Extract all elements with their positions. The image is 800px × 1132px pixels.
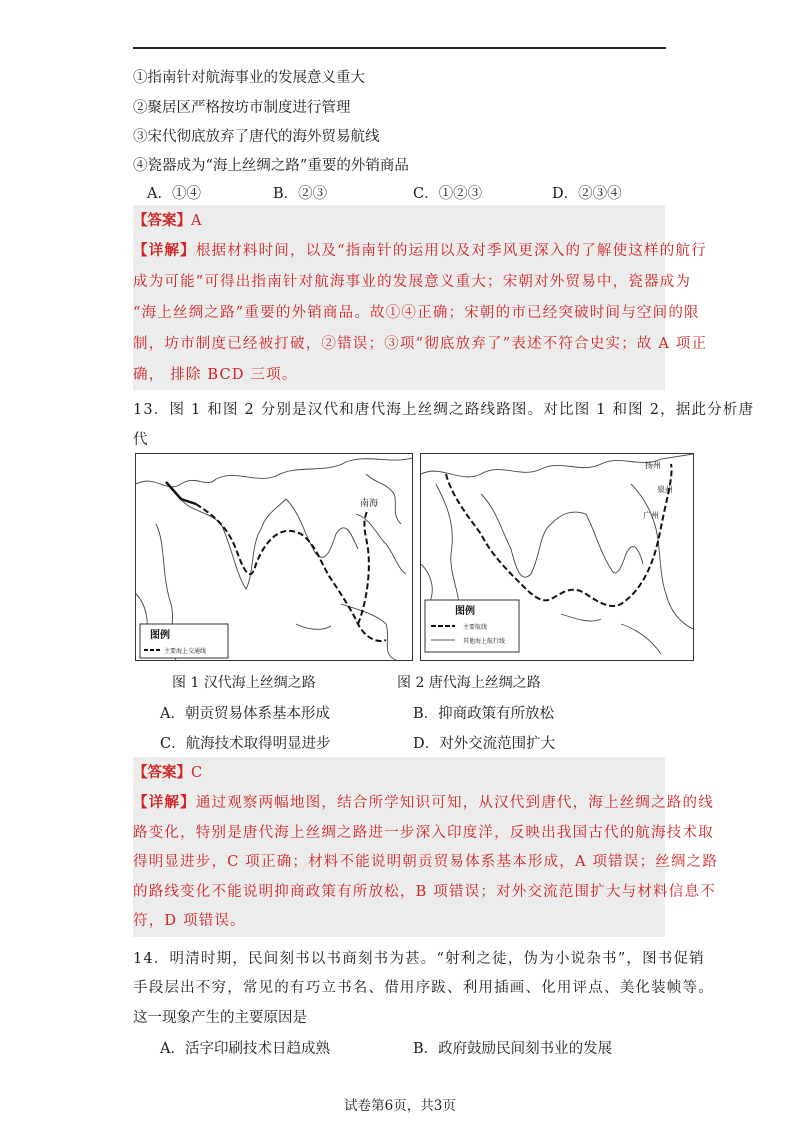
q12-statement-4: ④瓷器成为“海上丝绸之路”重要的外销商品 <box>133 158 409 174</box>
answer-value: C <box>191 765 203 781</box>
map2-caption: 图 2 唐代海上丝绸之路 <box>397 675 541 691</box>
q13-option-b[interactable]: B．抑商政策有所放松 <box>413 706 555 722</box>
detail-text: 根据材料时间，以及“指南针的运用以及对季风更深入的了解使这样的航行 <box>195 243 707 259</box>
q13-detail-line-4: 的路线变化不能说明抑商政策有所放松，B 项错误；对外交流范围扩大与材料信息不 <box>133 884 716 900</box>
map2-legend-item-1: 主要航线 <box>463 624 488 631</box>
q13-option-d[interactable]: D．对外交流范围扩大 <box>413 736 556 752</box>
map-tang-dynasty <box>420 453 694 661</box>
q13-stem-line-2: 代 <box>133 432 148 448</box>
q12-detail-line-1 <box>133 239 707 260</box>
q13-answer-line <box>133 761 202 782</box>
q12-detail-line-5: 确， 排除 BCD 三项。 <box>133 367 298 383</box>
q12-detail-line-2: 成为可能”可得出指南针对航海事业的发展意义重大；宋朝对外贸易中，瓷器成为 <box>133 274 692 290</box>
q12-statement-1: ①指南针对航海事业的发展意义重大 <box>133 70 365 86</box>
q13-detail-line-3: 得明显进步，C 项正确；材料不能说明朝贡贸易体系基本形成，A 项错误；丝绸之路 <box>133 854 719 870</box>
q12-answer-block <box>133 205 708 390</box>
map-han-dynasty <box>135 453 413 661</box>
q12-statement-3: ③宋代彻底放弃了唐代的海外贸易航线 <box>133 129 380 145</box>
q14-stem-line-1: 14．明清时期，民间刻书以书商刻书为甚。“射利之徒，伪为小说杂书”，图书促销 <box>133 951 705 967</box>
q13-detail-line-1 <box>133 791 714 812</box>
answer-tag: 【答案】 <box>133 212 191 229</box>
detail-text: 通过观察两幅地图，结合所学知识可知，从汉代到唐代，海上丝绸之路的线 <box>195 795 714 811</box>
map2-legend-item-2: 其他海上航行线 <box>463 638 506 645</box>
map2-place-quanzhou: 泉州 <box>657 485 673 494</box>
page-footer: 试卷第6页，共3页 <box>344 1098 456 1114</box>
q14-option-b[interactable]: B．政府鼓励民间刻书业的发展 <box>413 1041 613 1057</box>
detail-tag: 【详解】 <box>133 242 196 259</box>
q14-stem-line-3: 这一现象产生的主要原因是 <box>133 1010 307 1026</box>
q12-option-b[interactable]: B．②③ <box>273 186 328 202</box>
detail-tag: 【详解】 <box>133 794 196 811</box>
q13-stem-line-1: 13．图 1 和图 2 分别是汉代和唐代海上丝绸之路线路图。对比图 1 和图 2，据此分析唐 <box>133 402 755 418</box>
q13-detail-line-2: 路变化，特别是唐代海上丝绸之路进一步深入印度洋，反映出我国古代的航海技术取 <box>133 825 714 841</box>
q12-answer-line <box>133 209 201 230</box>
map2-place-guangzhou: 广州 <box>643 511 659 520</box>
map1-legend-title: 图例 <box>150 630 170 641</box>
answer-tag: 【答案】 <box>133 764 191 781</box>
q12-option-a[interactable]: A．①④ <box>147 186 201 202</box>
q14-option-a[interactable]: A．活字印刷技术日趋成熟 <box>160 1041 330 1057</box>
map1-legend-item: 主要海上交通线 <box>164 648 207 655</box>
q12-option-d[interactable]: D．②③④ <box>552 186 622 202</box>
q12-detail-line-3: “海上丝绸之路”重要的外销商品。故①④正确；宋朝的市已经突破时间与空间的限 <box>133 305 700 321</box>
map2-legend-title: 图例 <box>455 606 475 617</box>
map2-place-yangzhou: 扬州 <box>645 461 661 470</box>
q13-answer-block <box>133 757 719 937</box>
q12-detail-line-4: 制，坊市制度已经被打破，②错误；③项“彻底放弃了”表述不符合史实；故 A 项正 <box>133 336 708 352</box>
map1-caption: 图 1 汉代海上丝绸之路 <box>172 675 316 691</box>
header-rule <box>133 47 666 49</box>
q14-stem-line-2: 手段层出不穷，常见的有巧立书名、借用序跋、利用插画、化用评点、美化装帧等。 <box>133 980 714 996</box>
q13-option-a[interactable]: A．朝贡贸易体系基本形成 <box>160 706 330 722</box>
q12-statement-2: ②聚居区严格按坊市制度进行管理 <box>133 100 351 116</box>
map1-place-label: 南海 <box>360 499 379 509</box>
answer-value: A <box>191 213 202 229</box>
q12-option-c[interactable]: C．①②③ <box>413 186 483 202</box>
q13-option-c[interactable]: C．航海技术取得明显进步 <box>160 736 331 752</box>
q13-detail-line-5: 符，D 项错误。 <box>133 913 246 929</box>
